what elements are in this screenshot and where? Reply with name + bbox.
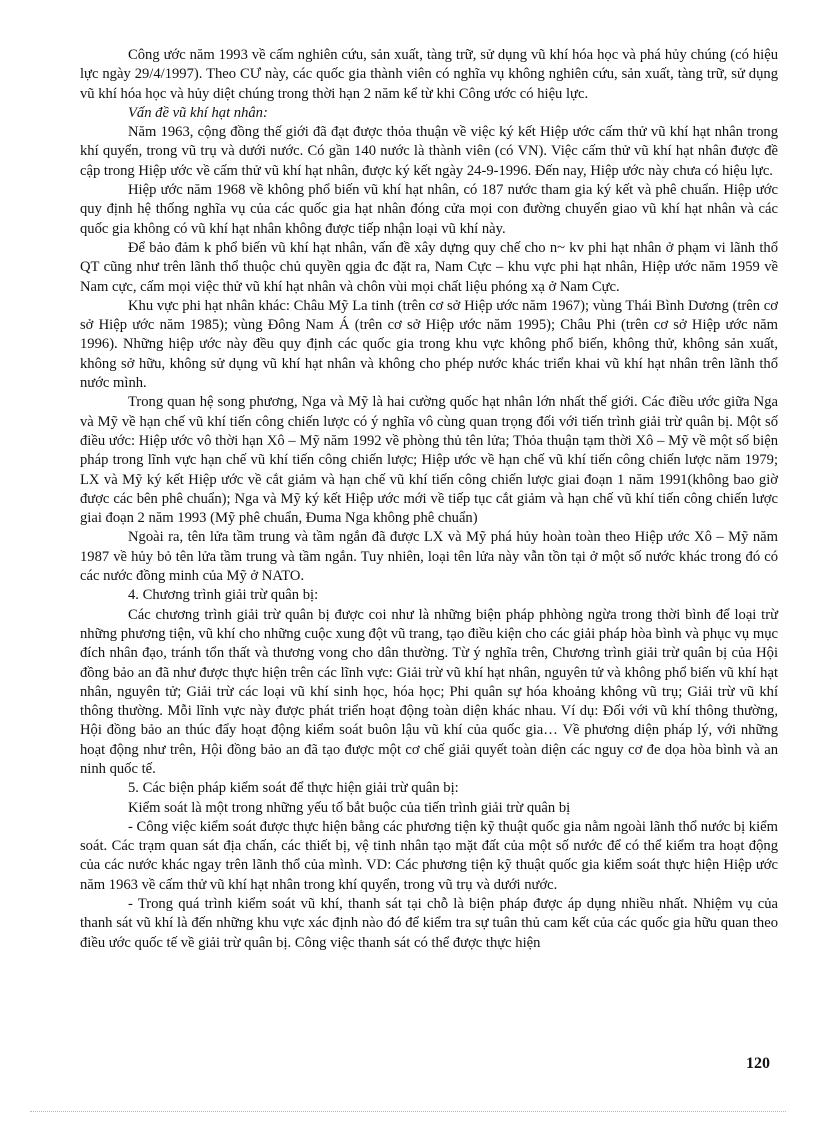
paragraph-on-site-inspection: - Trong quá trình kiểm soát vũ khí, thanh sát tại chỗ là biện pháp được áp dụng nhiều nhất. Nhiệm vụ của thanh sát vũ khí là đến những khu vực xác định nào đó để kiểm tra sự tuân thủ cam kết của các quốc gia hữu quan theo điều ước quốc tế về giải trừ quân bị. Công việc thanh sát có thể được thực hiện (80, 896, 778, 951)
paragraph-disarmament-program: Các chương trình giải trừ quân bị được coi như là những biện pháp phhòng ngừa trong thời bình để loại trừ những phương tiện, vũ khí cho những cuộc xung đột vũ trang, tạo điều kiện cho các giải pháp hòa bình và phục vụ mục đích nhân đạo, tránh tổn thất và thương vong cho dân thường. Từ ý nghĩa trên, Chương trình giải trừ quân bị của Hội đồng bảo an đã như được thực hiện trên các lĩnh vực: Giải trừ vũ khí hạt nhân, nguyên tử và không phổ biến vũ khí hạt nhân, nguyên tử; Giải trừ các loại vũ khí sinh học, hóa học; Phi quân sự hóa khoảng không vũ trụ; Giải trừ vũ khí thông thường. Mỗi lĩnh vực này được phát triển hoạt động toàn diện khác nhau. Ví dụ: Đối với vũ khí thông thường, Hội đồng bảo an thúc đẩy hoạt động kiểm soát buôn lậu vũ khí của quốc gia… Về phương diện pháp lý, với những hoạt động như trên, Hội đồng bảo an đã tạo được một cơ chế giải quyết toàn diện các nguy cơ đe dọa hòa bình và an ninh quốc tế. (80, 606, 778, 777)
paragraph-non-proliferation-treaty: Hiệp ước năm 1968 về không phổ biến vũ khí hạt nhân, có 187 nước tham gia ký kết và phê chuẩn. Hiệp ước quy định hệ thống nghĩa vụ của các quốc gia hạt nhân đóng cửa mọi con đường chuyển giao vũ khí hạt nhân và các quốc gia không có vũ khí hạt nhân không được tiếp nhận loại vũ khí này. (80, 182, 778, 237)
paragraph-antarctica: Để bảo đảm k phổ biến vũ khí hạt nhân, vấn đề xây dựng quy chế cho n~ kv phi hạt nhân ở phạm vi lãnh thổ QT cũng như trên lãnh thổ thuộc chủ quyền qgia đc đặt ra, Nam Cực – khu vực phi hạt nhân, Hiệp ước năm 1959 về Nam cực, cấm mọi việc thử vũ khí hạt nhân và chôn vùi mọi chất liệu phóng xạ ở Nam Cực. (80, 239, 778, 295)
paragraph-chemical-weapons-convention: Công ước năm 1993 về cấm nghiên cứu, sản xuất, tàng trữ, sử dụng vũ khí hóa học và phá hủy chúng (có hiệu lực ngày 29/4/1997). Theo CƯ này, các quốc gia thành viên có nghĩa vụ không nghiên cứu, sản xuất, tàng trữ, sử dụng vũ khí hóa học và hủy diệt chúng trong thời hạn 2 năm kể từ khi Công ước có hiệu lực. (80, 47, 778, 102)
paragraph-national-technical-means: - Công việc kiểm soát được thực hiện bằng các phương tiện kỹ thuật quốc gia nằm ngoài lãnh thổ nước bị kiểm soát. Các trạm quan sát địa chấn, các thiết bị, vệ tinh nhân tạo mặt đất của một số nước để có thể kiểm tra hoạt động của các nước khác ngay trên lãnh thổ của mình. VD: Các phương tiện kỹ thuật quốc gia kiểm soát thực hiện Hiệp ước năm 1963 về cấm thử vũ khí hạt nhân trong khí quyển, trong vũ trụ và dưới nước. (80, 818, 778, 893)
paragraph-test-ban-treaty: Năm 1963, cộng đồng thế giới đã đạt được thỏa thuận về việc ký kết Hiệp ước cấm thử vũ khí hạt nhân trong khí quyển, trong vũ trụ và dưới nước. Có gần 140 nước là thành viên (có VN). Việc cấm thử vũ khí hạt nhân được đề cập trong Hiệp ước về cấm thử vũ khí hạt nhân, được ký kết ngày 24-9-1996. Đến nay, Hiệp ước này chưa có hiệu lực. (80, 124, 778, 179)
section-heading-nuclear-weapons: Vấn đề vũ khí hạt nhân: (128, 104, 268, 121)
body-text (80, 46, 778, 953)
footer-divider (30, 1111, 786, 1112)
paragraph-russia-us-treaties: Trong quan hệ song phương, Nga và Mỹ là hai cường quốc hạt nhân lớn nhất thế giới. Các điều ước giữa Nga và Mỹ về hạn chế vũ khí tiến công chiến lược có ý nghĩa vô cùng quan trọng đối với tiến trình giải trừ quân bị. Một số điều ước: Hiệp ước vô thời hạn Xô – Mỹ năm 1992 về phòng thủ tên lửa; Thỏa thuận tạm thời Xô – Mỹ về một số biện pháp trong lĩnh vực hạn chế vũ khí tiến công chiến lược; Hiệp ước về hạn chế vũ khí tiến công chiến lược năm 1979; LX và Mỹ ký kết Hiệp ước về cắt giảm và hạn chế vũ khí tiến công chiến lược giai đoạn 1 năm 1991(không bao giờ được các bên phê chuẩn); Nga và Mỹ ký kết Hiệp ước mới về tiếp tục cắt giảm và hạn chế vũ khí tiến công chiến lược giai đoạn 2 năm 1993 (Mỹ phê chuẩn, Đuma Nga không phê chuẩn) (80, 394, 778, 527)
paragraph-nuclear-free-zones: Khu vực phi hạt nhân khác: Châu Mỹ La tinh (trên cơ sở Hiệp ước năm 1967); vùng Thái Bình Dương (trên cơ sở Hiệp ước năm 1985); vùng Đông Nam Á (trên cơ sở Hiệp ước năm 1995); Châu Phi (trên cơ sở Hiệp ước năm 1996). Những hiệp ước này đều quy định các quốc gia trong khu vực không phổ biến, không thử, không sản xuất, không sở hữu, không sử dụng vũ khí hạt nhân và không cho phép nước khác triển khai vũ khí hạt nhân trên lãnh thổ nước mình. (80, 297, 778, 392)
page-number: 120 (746, 1055, 770, 1072)
section-heading-control-measures: 5. Các biện pháp kiểm soát để thực hiện giải trừ quân bị: (128, 780, 459, 797)
paragraph-control-intro: Kiểm soát là một trong những yếu tố bắt buộc của tiến trình giải trừ quân bị (128, 799, 571, 816)
section-heading-disarmament-program: 4. Chương trình giải trừ quân bị: (128, 587, 319, 604)
paragraph-missiles: Ngoài ra, tên lửa tầm trung và tầm ngắn đã được LX và Mỹ phá hủy hoàn toàn theo Hiệp ước Xô – Mỹ năm 1987 về hủy bỏ tên lửa tầm trung và tầm ngắn. Tuy nhiên, loại tên lửa này vẫn tồn tại ở một số nước khác trong đó có các nước đồng minh của Mỹ ở NATO. (80, 529, 778, 585)
